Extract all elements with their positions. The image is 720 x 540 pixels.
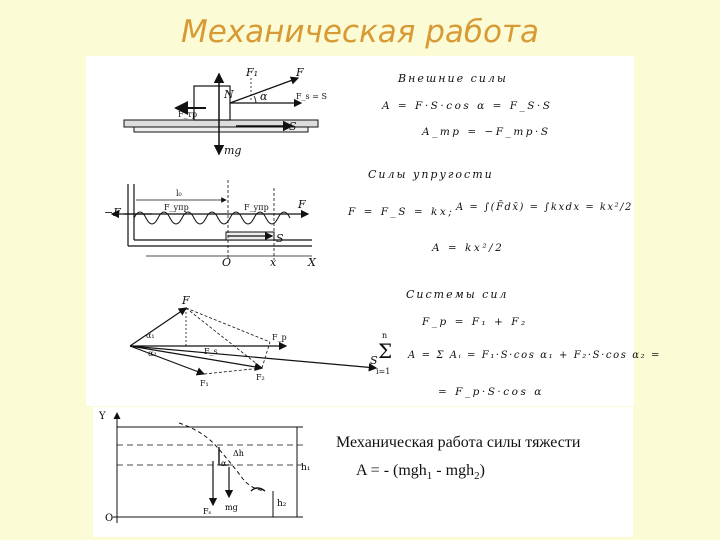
block-diagram — [124, 74, 318, 154]
sum-upper-limit: n — [382, 331, 388, 340]
elastic-formula-hooke: F = F_S = kx; — [348, 206, 455, 218]
spring-force-label: F — [298, 198, 306, 211]
elastic-force-label-2: F_упр — [244, 203, 269, 212]
spring-diagram — [112, 180, 312, 260]
system-formula-sum: A = Σ Aᵢ = F₁·S·cos α₁ + F₂·S·cos α₂ = — [408, 350, 661, 361]
gravity-mg-label: mg — [225, 503, 238, 512]
x-label: x — [270, 256, 277, 269]
system-displacement-label: S — [370, 354, 378, 367]
content-panel — [86, 56, 661, 406]
friction-label: F_тр — [178, 110, 198, 119]
resultant-label: F_p — [272, 333, 287, 342]
y-axis-label: Y — [99, 411, 106, 422]
system-fs-label: F_s — [204, 347, 218, 356]
h2-label: h₂ — [277, 499, 287, 509]
rest-length-label: l₀ — [176, 189, 182, 198]
external-forces-heading: Внешние силы — [398, 72, 508, 85]
gravity-alpha-label: α — [221, 459, 227, 468]
gravity-label: mg — [224, 144, 242, 157]
force-label: F — [296, 66, 304, 79]
gravity-origin-label: O — [105, 513, 114, 524]
force-system-diagram — [130, 308, 376, 374]
origin-label: O — [222, 256, 232, 269]
elastic-formula-integral: A = ∫(F̄dx̄) = ∫kxdx = kx²/2 — [456, 202, 633, 213]
h1-label: h₁ — [301, 463, 311, 473]
gravity-work-formula: A = - (mgh$_1$ - mgh$_2$) — [356, 462, 485, 483]
system-alpha1-label: α₁ — [146, 331, 155, 340]
system-force-label: F — [182, 294, 190, 307]
elastic-formula-result: A = kx²/2 — [432, 242, 505, 254]
spring-displacement-label: S — [276, 232, 284, 245]
system-alpha2-label: α₂ — [148, 349, 157, 358]
elastic-forces-heading: Силы упругости — [368, 168, 494, 181]
system-forces-heading: Системы сил — [406, 288, 509, 301]
force2-label: F₂ — [256, 373, 265, 382]
sigma-symbol: Σ — [378, 339, 393, 363]
gravity-work-title: Механическая работа силы тяжести — [336, 434, 581, 451]
slide-title: Механическая работа — [180, 14, 540, 50]
external-formula-friction: A_тр = −F_тр·S — [422, 126, 551, 138]
delta-h-label: Δh — [233, 449, 244, 458]
system-formula-final: = F_p·S·cos α — [438, 386, 544, 398]
force-s-label: F_s = S — [296, 92, 327, 101]
sum-lower-limit: i=1 — [376, 367, 391, 376]
system-formula-resultant: F_p = F₁ + F₂ — [422, 316, 528, 328]
force1-label: F₁ — [200, 379, 209, 388]
angle-label: α — [260, 90, 268, 103]
displacement-label: S — [289, 120, 297, 133]
gravity-fs-label: Fₛ — [203, 507, 212, 516]
elastic-force-label-1: F_упр — [164, 203, 189, 212]
spring-neg-force-label: −F — [104, 206, 121, 219]
axis-x-label: X — [308, 256, 316, 269]
external-formula-work: A = F·S·cos α = F_S·S — [382, 100, 553, 112]
normal-force-label: N — [224, 88, 234, 101]
force-component-label: F₁ — [246, 66, 259, 79]
